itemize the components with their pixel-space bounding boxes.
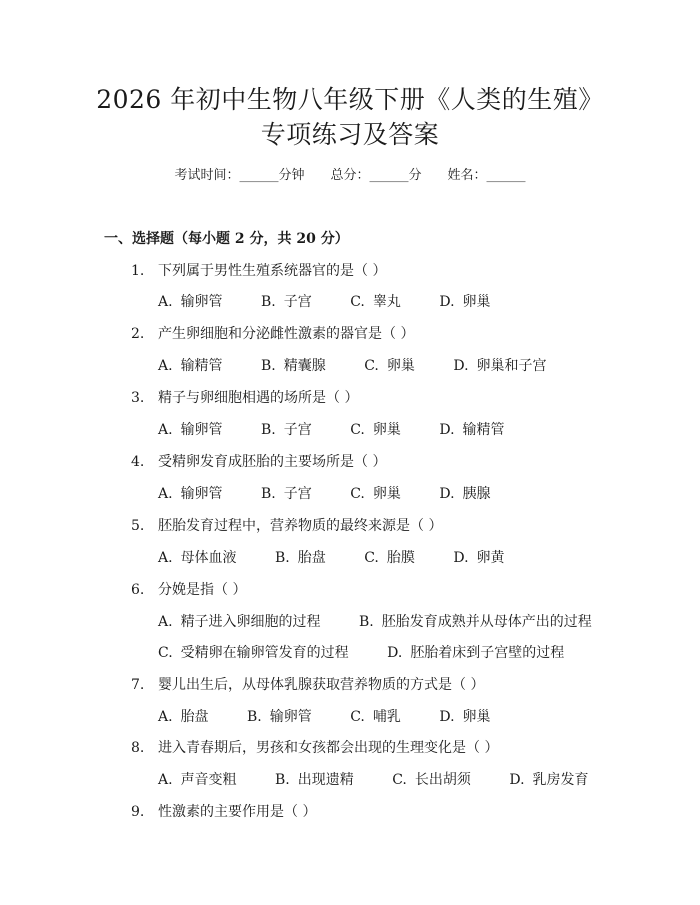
option-a[interactable]: A. 输卵管 (158, 422, 223, 438)
option-d[interactable]: D. 输精管 (439, 422, 505, 438)
question-6-options-row-2 (158, 643, 564, 663)
question-text: 进入青春期后，男孩和女孩都会出现的生理变化是（ ） (158, 740, 499, 756)
question-number: 6. (131, 582, 145, 598)
page-title-line-1: 2026 年初中生物八年级下册《人类的生殖》 (96, 85, 604, 114)
option-b[interactable]: B. 输卵管 (247, 709, 312, 725)
option-d[interactable]: D. 卵黄 (453, 550, 505, 566)
question-text: 下列属于男性生殖系统器官的是（ ） (158, 263, 387, 279)
question-3 (131, 388, 358, 408)
option-a[interactable]: A. 母体血液 (158, 550, 237, 566)
question-5-options (158, 548, 505, 568)
option-a[interactable]: A. 输卵管 (158, 486, 223, 502)
question-text: 产生卵细胞和分泌雌性激素的器官是（ ） (158, 326, 415, 342)
option-a[interactable]: A. 输卵管 (158, 294, 223, 310)
question-6-options-row-1 (158, 612, 592, 632)
section-heading-choice: 一、选择题（每小题 2 分，共 20 分） (104, 231, 349, 247)
exam-time-field: 考试时间：______分钟 (174, 168, 305, 183)
option-c[interactable]: C. 卵巢 (350, 422, 401, 438)
question-text: 分娩是指（ ） (158, 582, 247, 598)
option-c[interactable]: C. 长出胡须 (392, 772, 471, 788)
question-number: 3. (131, 390, 145, 406)
option-d[interactable]: D. 卵巢 (439, 709, 491, 725)
option-d[interactable]: D. 乳房发育 (509, 772, 589, 788)
option-b[interactable]: B. 精囊腺 (261, 358, 326, 374)
option-d[interactable]: D. 胚胎着床到子宫壁的过程 (387, 645, 565, 661)
question-2-options (158, 356, 547, 376)
question-4 (131, 452, 386, 472)
question-8-options (158, 770, 589, 790)
question-5 (131, 516, 442, 536)
question-2 (131, 324, 414, 344)
option-b[interactable]: B. 子宫 (261, 294, 312, 310)
option-a[interactable]: A. 胎盘 (158, 709, 209, 725)
option-b[interactable]: B. 子宫 (261, 422, 312, 438)
question-text: 婴儿出生后，从母体乳腺获取营养物质的方式是（ ） (158, 677, 485, 693)
option-d[interactable]: D. 卵巢 (439, 294, 491, 310)
total-score-field: 总分：______分 (330, 168, 422, 183)
option-c[interactable]: C. 卵巢 (364, 358, 415, 374)
question-number: 4. (131, 454, 145, 470)
question-text: 性激素的主要作用是（ ） (158, 804, 317, 820)
question-4-options (158, 484, 491, 504)
question-text: 受精卵发育成胚胎的主要场所是（ ） (158, 454, 387, 470)
option-a[interactable]: A. 精子进入卵细胞的过程 (158, 614, 321, 630)
question-number: 9. (131, 804, 145, 820)
option-b[interactable]: B. 子宫 (261, 486, 312, 502)
question-3-options (158, 420, 505, 440)
option-a[interactable]: A. 输精管 (158, 358, 223, 374)
option-c[interactable]: C. 哺乳 (350, 709, 401, 725)
option-d[interactable]: D. 卵巢和子宫 (453, 358, 547, 374)
question-number: 1. (131, 263, 145, 279)
question-number: 8. (131, 740, 145, 756)
option-c[interactable]: C. 睾丸 (350, 294, 401, 310)
option-d[interactable]: D. 胰腺 (439, 486, 491, 502)
question-text: 精子与卵细胞相遇的场所是（ ） (158, 390, 359, 406)
question-9 (131, 802, 316, 822)
exam-meta (0, 166, 700, 186)
question-1 (131, 261, 386, 281)
option-c[interactable]: C. 卵巢 (350, 486, 401, 502)
option-b[interactable]: B. 胎盘 (275, 550, 326, 566)
question-6 (131, 580, 246, 600)
option-a[interactable]: A. 声音变粗 (158, 772, 237, 788)
question-8 (131, 738, 498, 758)
question-number: 2. (131, 326, 145, 342)
question-number: 7. (131, 677, 145, 693)
question-7-options (158, 707, 491, 727)
option-b[interactable]: B. 胚胎发育成熟并从母体产出的过程 (359, 614, 592, 630)
option-c[interactable]: C. 受精卵在输卵管发育的过程 (158, 645, 349, 661)
option-c[interactable]: C. 胎膜 (364, 550, 415, 566)
question-1-options (158, 292, 491, 312)
student-name-field: 姓名：______ (447, 168, 526, 183)
option-b[interactable]: B. 出现遗精 (275, 772, 354, 788)
page-title-line-2: 专项练习及答案 (260, 120, 440, 149)
question-7 (131, 675, 484, 695)
question-text: 胚胎发育过程中，营养物质的最终来源是（ ） (158, 518, 443, 534)
question-number: 5. (131, 518, 145, 534)
